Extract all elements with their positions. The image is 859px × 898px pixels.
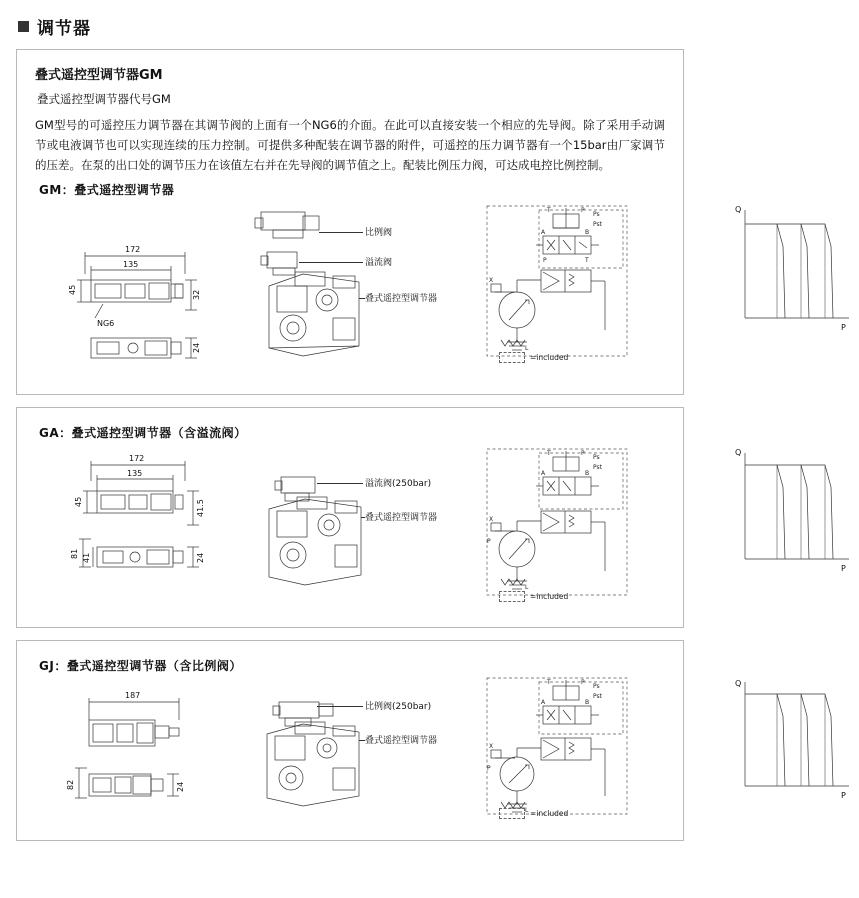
figure-row-ga [33, 443, 846, 613]
square-bullet-icon [18, 21, 29, 32]
svg-text:P: P [841, 323, 846, 333]
ga-dim-81: 81 [70, 549, 79, 560]
svg-text:T: T [547, 450, 551, 458]
svg-text:T: T [585, 257, 589, 265]
included-swatch-icon [499, 352, 525, 363]
gm-product-illustration [233, 200, 438, 380]
panel-gm-heading: 叠式遥控型调节器GM [35, 68, 163, 83]
panel-gj-variant-title: GJ：叠式遥控型调节器（含比例阀） [39, 659, 242, 674]
gm-hydraulic-schematic [481, 200, 641, 380]
svg-text:L: L [525, 584, 529, 592]
svg-text:A: A [541, 470, 546, 478]
svg-text:Pst: Pst [593, 693, 602, 701]
included-swatch-icon [499, 591, 525, 602]
gj-callout-regulator: 叠式遥控型调节器 [365, 736, 438, 747]
gj-hydraulic-schematic [481, 676, 641, 826]
svg-text:X: X [489, 743, 494, 751]
svg-text:P: P [487, 765, 491, 773]
svg-text:X: X [489, 516, 494, 524]
gm-included-text: =included [530, 353, 569, 363]
svg-text:Ps: Ps [593, 211, 600, 219]
ga-dim-45: 45 [74, 497, 83, 508]
ga-dim-135: 135 [127, 469, 143, 479]
gm-callout-relief-valve: 溢流阀 [365, 258, 393, 269]
svg-text:L: L [525, 345, 529, 353]
ga-performance-graph [729, 443, 859, 613]
gm-callout-regulator: 叠式遥控型调节器 [365, 294, 438, 305]
svg-text:Q: Q [735, 679, 742, 689]
gj-performance-graph [729, 676, 859, 826]
gj-dim-24: 24 [176, 782, 185, 793]
ga-product-illustration [233, 443, 438, 613]
svg-text:B: B [585, 699, 590, 707]
panel-gm-body: GM型号的可遥控压力调节器在其调节阀的上面有一个NG6的介面。在此可以直接安装一个相应的先导阀。除了采用手动调节或电液调节也可以实现连续的压力控制。可提供多种配装在调节器的附件，可遥控的压力调节器有一个15bar由厂家调节的压差。在泵的出口处的调节压力在该值左右并在先导阀的调节值之上。配装比例压力阀，可达成电控比例控制。 [35, 118, 665, 173]
svg-text:P: P [487, 538, 491, 546]
gj-callout-proportional-valve: 比例阀(250bar) [365, 702, 432, 713]
ga-hydraulic-schematic [481, 443, 641, 613]
svg-text:B: B [585, 229, 590, 237]
ga-dim-41: 41 [82, 553, 91, 564]
page-title: 调节器 [37, 19, 91, 39]
gm-dim-135: 135 [123, 260, 139, 270]
gm-dim-32: 32 [192, 290, 201, 301]
panel-ga-variant-title: GA：叠式遥控型调节器（含溢流阀） [39, 426, 247, 441]
svg-text:B: B [585, 470, 590, 478]
svg-text:L: L [525, 807, 529, 815]
figure-row-gj [33, 676, 846, 826]
svg-text:Q: Q [735, 205, 742, 215]
ga-dimension-drawing [33, 443, 233, 613]
ga-dim-41-5: 41.5 [196, 499, 205, 518]
ga-dim-24: 24 [196, 553, 205, 564]
svg-text:Pst: Pst [593, 221, 602, 229]
svg-text:Ps: Ps [593, 683, 600, 691]
svg-text:T: T [547, 679, 551, 687]
svg-text:P: P [581, 679, 585, 687]
gj-dim-82: 82 [66, 780, 75, 791]
svg-text:P: P [841, 791, 846, 801]
gm-performance-graph [729, 200, 859, 380]
ga-included-legend [499, 591, 568, 602]
panel-gm-subheading: 叠式遥控型调节器代号GM [37, 92, 171, 106]
svg-text:Q: Q [735, 448, 742, 458]
ga-callout-line-1 [317, 483, 363, 484]
ga-included-text: =included [530, 592, 569, 602]
panel-gm-variant-title: GM：叠式遥控型调节器 [39, 183, 175, 198]
svg-text:P: P [581, 450, 585, 458]
gj-product-illustration [233, 676, 438, 826]
gj-dim-187: 187 [125, 691, 141, 701]
ga-callout-relief-valve: 溢流阀(250bar) [365, 479, 432, 490]
svg-text:A: A [541, 699, 546, 707]
svg-text:T: T [547, 207, 551, 215]
panel-gm [16, 49, 846, 395]
gj-dimension-drawing [33, 676, 233, 826]
gm-callout-proportional-valve: 比例阀 [365, 228, 393, 239]
gm-callout-line-2 [299, 262, 363, 263]
included-swatch-icon [499, 808, 525, 819]
ga-dim-172: 172 [129, 454, 145, 464]
gm-callout-line-1 [319, 232, 363, 233]
svg-text:A: A [541, 229, 546, 237]
gm-included-legend [499, 352, 568, 363]
panel-ga [16, 407, 846, 628]
gj-included-legend [499, 808, 568, 819]
svg-text:P: P [841, 564, 846, 574]
panel-gj [16, 640, 846, 841]
gm-dimension-drawing [33, 200, 233, 380]
ga-callout-regulator: 叠式遥控型调节器 [365, 513, 438, 524]
svg-text:P: P [543, 257, 547, 265]
gm-dim-45: 45 [68, 285, 77, 296]
figure-row-gm [33, 200, 846, 380]
svg-text:Pst: Pst [593, 464, 602, 472]
gj-callout-line-1 [317, 706, 363, 707]
gm-dim-172: 172 [125, 245, 141, 255]
page-header [0, 0, 700, 49]
svg-text:Ps: Ps [593, 454, 600, 462]
gj-included-text: =included [530, 809, 569, 819]
gm-label-ng6: NG6 [97, 319, 115, 329]
svg-text:X: X [489, 277, 494, 285]
gm-dim-24: 24 [192, 343, 201, 354]
svg-text:P: P [581, 207, 585, 215]
